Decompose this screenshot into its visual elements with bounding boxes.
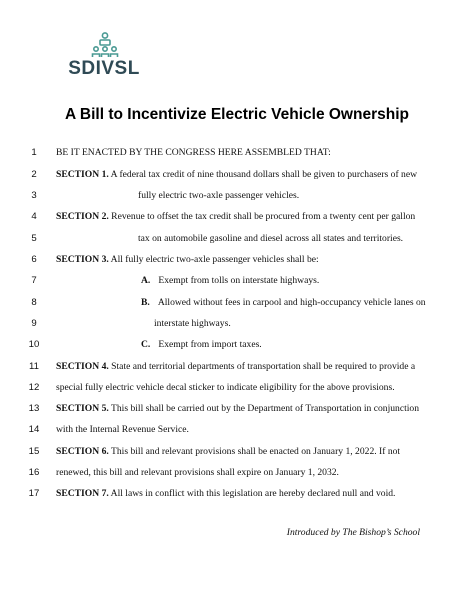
bill-line (0, 488, 474, 504)
page-title: A Bill to Incentivize Electric Vehicle Ownership (65, 106, 409, 123)
line-content (56, 403, 419, 414)
line-text: A federal tax credit of nine thousand dollars shall be given to purchasers of new (108, 169, 418, 180)
bill-line (0, 403, 474, 419)
line-text: interstate highways. (154, 318, 231, 329)
line-number: 14 (28, 424, 40, 435)
bill-line (0, 467, 474, 483)
line-content (56, 361, 415, 372)
bill-line (0, 339, 474, 355)
bill-line (0, 233, 474, 249)
line-text: This bill shall be carried out by the Department of Transportation in conjunction (108, 403, 420, 414)
line-content (56, 211, 415, 222)
bill-line (0, 424, 474, 440)
line-number: 17 (28, 488, 40, 499)
line-text: special fully electric vehicle decal sticker to indicate eligibility for the above provisions. (56, 382, 395, 393)
line-number: 3 (31, 190, 37, 201)
line-content (141, 275, 319, 286)
line-content (138, 190, 299, 201)
line-text: All laws in conflict with this legislation are hereby declared null and void. (108, 488, 396, 499)
line-content (56, 467, 339, 478)
logo-text: SDIVSL (68, 58, 140, 79)
line-number: 16 (28, 467, 40, 478)
item-label: C. (141, 339, 151, 350)
section-label: SECTION 4. (56, 361, 109, 372)
bill-line (0, 275, 474, 291)
line-content (56, 147, 331, 158)
bill-line (0, 147, 474, 163)
line-text: Allowed without fees in carpool and high-occupancy vehicle lanes on (157, 297, 426, 308)
bill-line (0, 254, 474, 270)
section-label: SECTION 5. (56, 403, 109, 414)
line-number: 15 (28, 446, 40, 457)
line-content (56, 382, 395, 393)
item-label: A. (141, 275, 151, 286)
section-label: SECTION 6. (56, 446, 109, 457)
section-label: SECTION 1. (56, 169, 109, 180)
presenter-audience-icon (90, 32, 120, 58)
bill-line (0, 446, 474, 462)
line-text: BE IT ENACTED BY THE CONGRESS HERE ASSEMBLED THAT: (56, 147, 331, 158)
bill-line (0, 382, 474, 398)
line-number: 6 (31, 254, 37, 265)
section-label: SECTION 3. (56, 254, 109, 265)
bill-line (0, 297, 474, 313)
bill-line (0, 211, 474, 227)
section-label: SECTION 7. (56, 488, 109, 499)
line-content (141, 339, 262, 350)
line-content (138, 233, 403, 244)
line-number: 12 (28, 382, 40, 393)
line-number: 9 (31, 318, 37, 329)
line-text: renewed, this bill and relevant provisions shall expire on January 1, 2032. (56, 467, 339, 478)
line-text: This bill and relevant provisions shall be enacted on January 1, 2022. If not (108, 446, 401, 457)
line-text: fully electric two-axle passenger vehicles. (138, 190, 300, 201)
line-content (56, 424, 189, 435)
line-content (56, 446, 400, 457)
section-label: SECTION 2. (56, 211, 109, 222)
line-content (154, 318, 231, 329)
line-content (141, 297, 426, 308)
line-number: 5 (31, 233, 37, 244)
line-text: Exempt from tolls on interstate highways. (158, 275, 320, 286)
line-number: 4 (31, 211, 37, 222)
line-text: All fully electric two-axle passenger vehicles shall be: (108, 254, 319, 265)
line-text: tax on automobile gasoline and diesel across all states and territories. (138, 233, 404, 244)
line-number: 11 (29, 361, 39, 372)
line-text: with the Internal Revenue Service. (56, 424, 189, 435)
line-content (56, 488, 395, 499)
line-text: State and territorial departments of transportation shall be required to provide a (108, 361, 416, 372)
bill-line (0, 169, 474, 185)
line-number: 7 (31, 275, 37, 286)
line-number: 8 (31, 297, 37, 308)
line-content (56, 254, 319, 265)
line-number: 13 (28, 403, 40, 414)
line-number: 1 (31, 147, 37, 158)
line-content (56, 169, 417, 180)
item-label: B. (141, 297, 150, 308)
line-text: Revenue to offset the tax credit shall be procured from a twenty cent per gallon (108, 211, 416, 222)
line-number: 2 (31, 169, 37, 180)
bill-line (0, 190, 474, 206)
bill-line (0, 318, 474, 334)
line-text: Exempt from import taxes. (158, 339, 262, 350)
introduced-by: Introduced by The Bishop’s School (286, 527, 420, 538)
org-logo (64, 32, 144, 84)
bill-line (0, 361, 474, 377)
line-number: 10 (28, 339, 40, 350)
